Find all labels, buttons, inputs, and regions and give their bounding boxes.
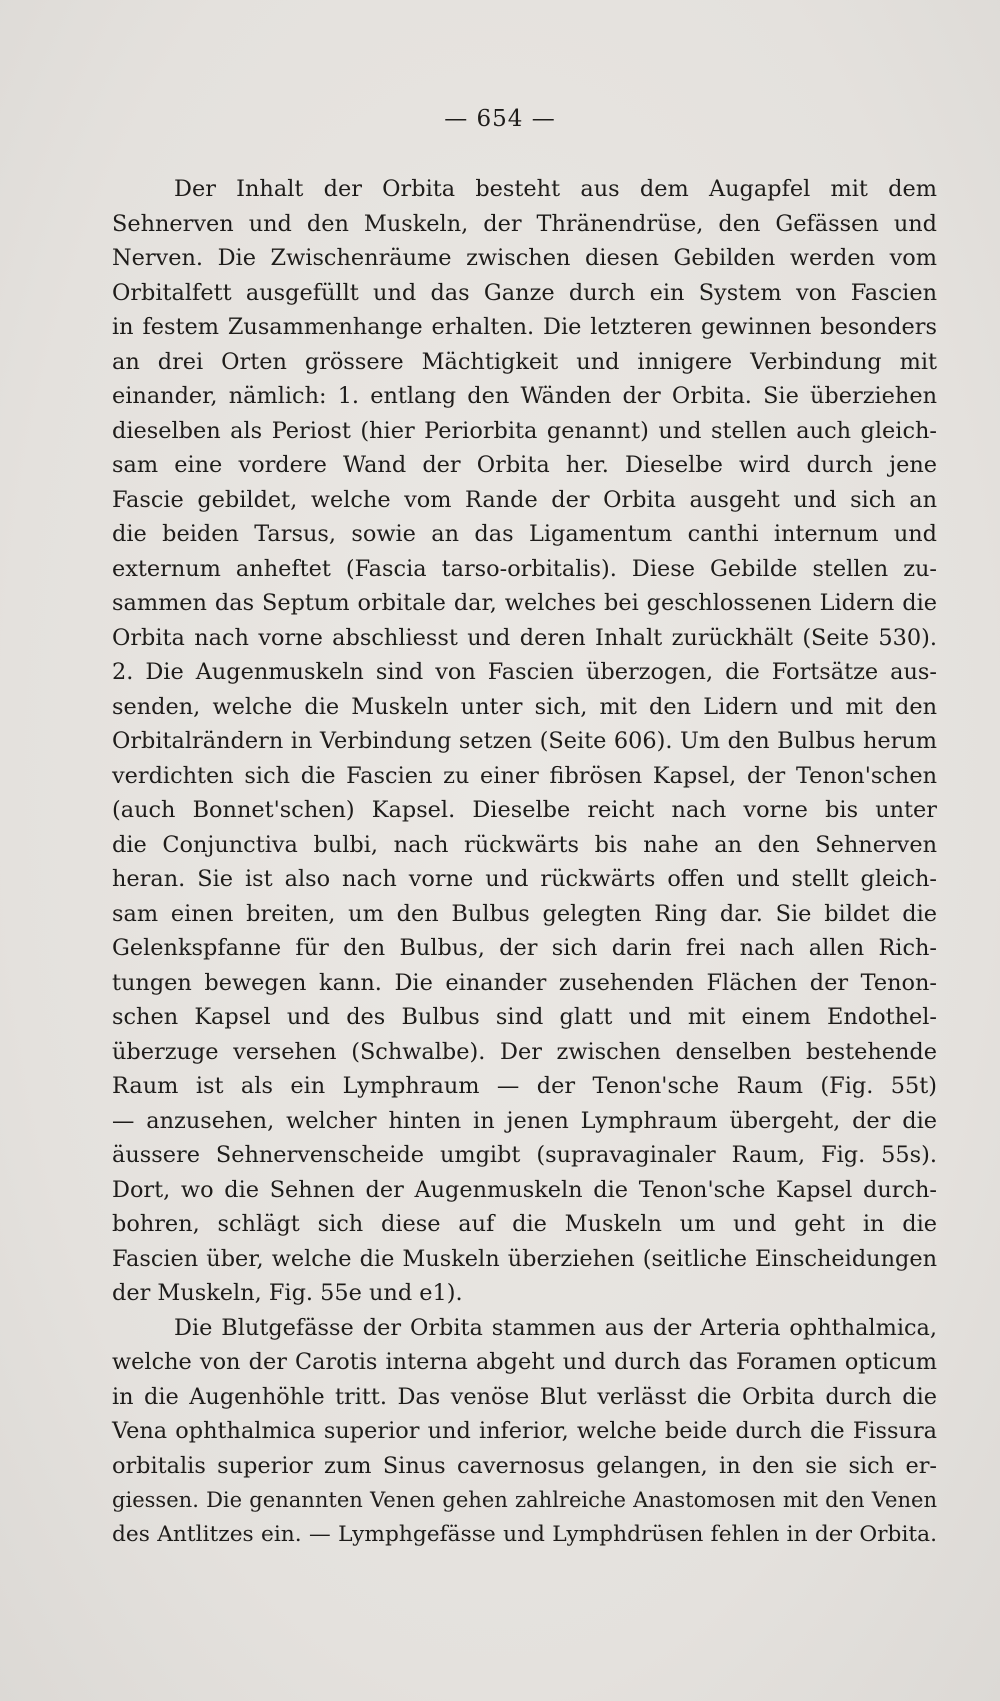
text-line: schen Kapsel und des Bulbus sind glatt und mit einem Endothel- xyxy=(112,1004,937,1030)
text-line: giessen. Die genannten Venen gehen zahlreiche Anastomosen mit den Venen xyxy=(112,1487,937,1512)
text-line: Der Inhalt der Orbita besteht aus dem Augapfel mit dem xyxy=(174,176,937,202)
text-line: Raum ist als ein Lymphraum — der Tenon'sche Raum (Fig. 55t) xyxy=(112,1073,937,1099)
text-line: in die Augenhöhle tritt. Das venöse Blut verlässt die Orbita durch die xyxy=(112,1383,937,1410)
text-line: Fascien über, welche die Muskeln überziehen (seitliche Einscheidungen xyxy=(112,1245,937,1272)
body-text xyxy=(112,172,937,1552)
text-line: sammen das Septum orbitale dar, welches bei geschlossenen Lidern die xyxy=(112,590,937,616)
text-line: welche von der Carotis interna abgeht und durch das Foramen opticum xyxy=(112,1349,937,1375)
text-line: an drei Orten grössere Mächtigkeit und innigere Verbindung mit xyxy=(112,348,937,375)
text-line: Orbita nach vorne abschliesst und deren Inhalt zurückhält (Seite 530). xyxy=(112,624,937,651)
text-line: in festem Zusammenhange erhalten. Die letzteren gewinnen besonders xyxy=(112,314,937,340)
text-line: — anzusehen, welcher hinten in jenen Lymphraum übergeht, der die xyxy=(112,1107,937,1134)
text-line: (auch Bonnet'schen) Kapsel. Dieselbe reicht nach vorne bis unter xyxy=(112,797,937,823)
text-line: externum anheftet (Fascia tarso-orbitalis). Diese Gebilde stellen zu- xyxy=(112,555,937,582)
text-line: Fascie gebildet, welche vom Rande der Orbita ausgeht und sich an xyxy=(112,486,937,513)
text-line: Sehnerven und den Muskeln, der Thränendrüse, den Gefässen und xyxy=(112,210,937,237)
text-line: dieselben als Periost (hier Periorbita genannt) und stellen auch gleich- xyxy=(112,417,937,444)
text-line: Orbitalfett ausgefüllt und das Ganze durch ein System von Fascien xyxy=(112,279,937,306)
paragraph-blood-vessels xyxy=(112,1311,937,1553)
text-line: Dort, wo die Sehnen der Augenmuskeln die Tenon'sche Kapsel durch- xyxy=(112,1176,937,1203)
text-line: Die Blutgefässe der Orbita stammen aus der Arteria ophthalmica, xyxy=(174,1314,937,1341)
text-line: die Conjunctiva bulbi, nach rückwärts bis nahe an den Sehnerven xyxy=(112,831,937,858)
text-line: sam einen breiten, um den Bulbus gelegten Ring dar. Sie bildet die xyxy=(112,900,937,927)
text-line: tungen bewegen kann. Die einander zusehenden Flächen der Tenon- xyxy=(112,969,937,996)
text-line: sam eine vordere Wand der Orbita her. Dieselbe wird durch jene xyxy=(112,452,937,478)
text-line: 2. Die Augenmuskeln sind von Fascien überzogen, die Fortsätze aus- xyxy=(112,659,937,685)
text-line: Vena ophthalmica superior und inferior, welche beide durch die Fissura xyxy=(112,1418,937,1444)
text-line: einander, nämlich: 1. entlang den Wänden der Orbita. Sie überziehen xyxy=(112,383,937,409)
text-line: äussere Sehnervenscheide umgibt (supravaginaler Raum, Fig. 55s). xyxy=(112,1142,937,1168)
text-line: überzuge versehen (Schwalbe). Der zwischen denselben bestehende xyxy=(112,1038,937,1065)
text-line: orbitalis superior zum Sinus cavernosus gelangen, in den sie sich er- xyxy=(112,1452,937,1479)
text-line: verdichten sich die Fascien zu einer fibrösen Kapsel, der Tenon'schen xyxy=(112,762,937,789)
text-line: Orbitalrändern in Verbindung setzen (Seite 606). Um den Bulbus herum xyxy=(112,728,937,754)
text-line: heran. Sie ist also nach vorne und rückwärts offen und stellt gleich- xyxy=(112,866,937,892)
page-number: — 654 — xyxy=(444,106,556,132)
text-line: der Muskeln, Fig. 55e und e1). xyxy=(112,1280,463,1306)
text-line: die beiden Tarsus, sowie an das Ligamentum canthi internum und xyxy=(112,521,937,547)
text-line: bohren, schlägt sich diese auf die Muskeln um und geht in die xyxy=(112,1211,937,1237)
text-line: Gelenkspfanne für den Bulbus, der sich darin frei nach allen Rich- xyxy=(112,935,937,961)
text-line: Nerven. Die Zwischenräume zwischen diesen Gebilden werden vom xyxy=(112,245,937,271)
text-line: senden, welche die Muskeln unter sich, mit den Lidern und mit den xyxy=(112,693,937,720)
paragraph-orbita-content xyxy=(112,172,937,1311)
text-line: des Antlitzes ein. — Lymphgefässe und Lymphdrüsen fehlen in der Orbita. xyxy=(112,1521,937,1547)
